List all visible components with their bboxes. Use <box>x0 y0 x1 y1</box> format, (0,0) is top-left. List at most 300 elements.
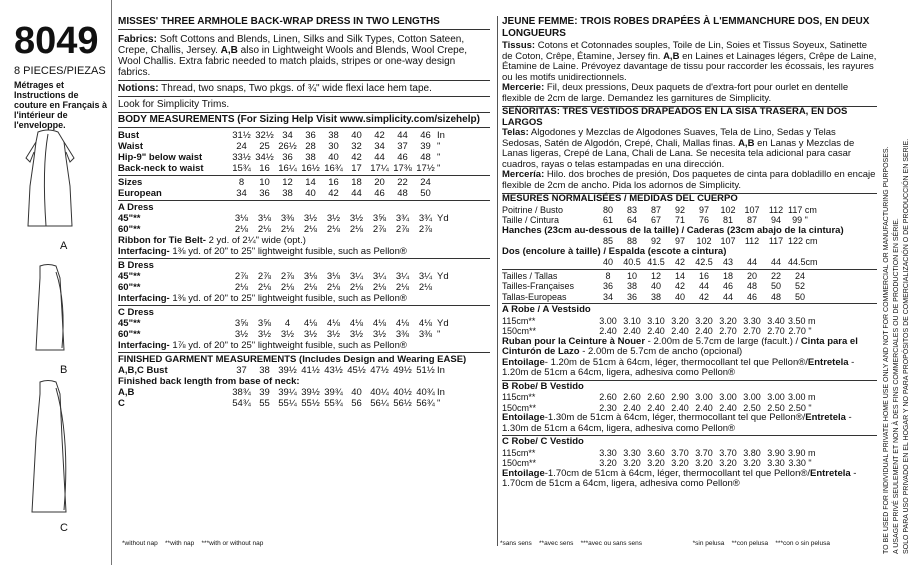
b-robe-label: B Robe/ B Vestido <box>502 380 584 392</box>
table-cell: 2⅛ <box>418 282 433 293</box>
table-cell: 2⅛ <box>349 224 364 235</box>
row-label: 60"** <box>118 329 141 340</box>
table-cell: 31½ <box>232 130 251 141</box>
table-cell: 3.20 <box>647 458 665 468</box>
table-cell: 107 <box>744 204 760 215</box>
fr-es-footnotes: *sans sens **avec sens ***avec ou sans sens *sin pelusa **con pelusa ***con o sin pelusa <box>500 540 830 547</box>
table-cell: 25 <box>259 141 270 152</box>
row-label: 115cm** <box>502 315 536 326</box>
table-cell: 2⅛ <box>280 224 295 235</box>
table-cell: 54¾ <box>232 398 251 409</box>
fabrics-text: Soft Cottons and Blends, Linen, Silks and Silk Types, Cotton Sateen, Crepe, Challis, Jersey. <box>118 34 465 56</box>
table-cell: 40 <box>305 188 316 199</box>
table-cell: 46 <box>397 152 408 163</box>
table-cell: 2.40 <box>647 402 665 413</box>
table-cell: 34 <box>282 130 293 141</box>
table-cell: 3.00 <box>719 392 737 402</box>
fr-es-sizes <box>502 271 877 303</box>
table-cell: 2.40 <box>695 326 713 336</box>
table-cell: 3.20 <box>719 315 737 326</box>
table-cell: 40 <box>351 130 362 141</box>
table-cell: 2⅛ <box>257 282 272 293</box>
table-row <box>502 271 877 282</box>
table-row <box>118 329 490 340</box>
body-measurements-title: BODY MEASUREMENTS (For Sizing Help Visit www.simplicity.com/sizehelp) <box>118 114 490 128</box>
table-cell: 41½ <box>301 365 320 376</box>
table-cell: 18 <box>351 177 362 188</box>
table-cell: 3.20 <box>599 458 617 468</box>
row-label: A,B,C Bust <box>118 365 168 376</box>
table-cell: 3.30 <box>767 458 785 468</box>
table-cell: 4⅛ <box>418 318 433 329</box>
table-cell: 2.70 <box>767 326 785 336</box>
unit-cell: Yd <box>437 213 449 224</box>
a-dress-yardage <box>118 213 490 235</box>
table-cell: 45½ <box>347 365 366 376</box>
table-cell: 3.20 <box>671 458 689 468</box>
table-cell: 44 <box>746 257 757 267</box>
table-cell: 3.30 <box>599 447 617 458</box>
table-cell: 87 <box>746 215 757 225</box>
c-entoilage-line: Entoilage-1.70cm de 51cm à 64cm, léger, thermocollant tel que Pellon®/Entretela - 1.70cm de 51cm a 64cm, ligera, adhesiva como Pellon® <box>502 467 857 489</box>
table-cell: 3.00 <box>695 392 713 402</box>
unit-cell: Yd <box>437 271 449 282</box>
table-cell: 2.70 <box>719 326 737 336</box>
row-label: A,B <box>118 387 135 398</box>
table-cell: 2.40 <box>695 402 713 413</box>
table-cell: 40 <box>602 257 613 267</box>
sizes-table <box>118 177 490 199</box>
table-row <box>502 392 877 403</box>
table-cell: 36 <box>626 291 637 302</box>
row-label: Sizes <box>118 177 143 188</box>
view-b-sketch <box>20 262 80 357</box>
table-cell: 14 <box>305 177 316 188</box>
table-cell: 20 <box>374 177 385 188</box>
table-cell: 12 <box>650 270 661 281</box>
table-cell: 85 <box>602 236 613 246</box>
table-cell: 97 <box>674 236 685 246</box>
ribbon-line: Ribbon for Tie Belt- 2 yd. of 2¼" wide (opt.) <box>118 235 306 246</box>
table-cell: 2⅞ <box>257 271 272 282</box>
table-cell: 34 <box>602 291 613 302</box>
unit-cell: " <box>437 329 441 340</box>
table-cell: 4⅛ <box>372 318 387 329</box>
table-cell: 30 <box>328 141 339 152</box>
table-row <box>502 257 877 268</box>
table-cell: 3.00 m <box>788 392 816 402</box>
table-cell: 42 <box>351 152 362 163</box>
table-row <box>118 387 490 398</box>
table-row <box>118 318 490 329</box>
table-cell: 3½ <box>349 329 364 340</box>
table-cell: 112 <box>744 236 760 246</box>
table-cell: 3½ <box>303 213 318 224</box>
finished-measurements-title: FINISHED GARMENT MEASUREMENTS (Includes Design and Wearing EASE) <box>118 354 467 365</box>
row-label: 60"** <box>118 224 141 235</box>
row-label <box>502 257 596 268</box>
table-cell: 2⅛ <box>303 224 318 235</box>
a-interfacing-line: Interfacing- 1⅜ yd. of 20" to 25" lightweight fusible, such as Pellon® <box>118 246 407 257</box>
c-dress-label: C Dress <box>118 307 154 318</box>
table-cell: 44 <box>351 188 362 199</box>
table-cell: 17¼ <box>370 163 389 174</box>
row-label: Poitrine / Busto <box>502 204 564 215</box>
table-cell: 71 <box>674 215 685 225</box>
table-cell: 2.40 <box>599 326 617 336</box>
table-cell: 3.70 <box>695 447 713 458</box>
table-cell: 2.40 <box>647 326 665 336</box>
spanish-title: SEÑORITAS: TRES VESTIDOS DRAPEADOS EN LA SISA TRASERA, EN DOS LARGOS <box>502 106 848 128</box>
french-instructions-note: Métrages et Instructions de couture en Français à l'intérieur de l'enveloppe. <box>14 80 108 130</box>
row-label: Tailles / Tallas <box>502 270 558 281</box>
notions-label: Notions: <box>118 83 159 94</box>
table-cell: 48 <box>770 291 781 302</box>
legal-line-3: SOLO PARA USO PRIVADO EN EL HOGAR Y NO PARA PROPÓSITOS DE COMERCIALIZACIÓN O DE PRODUCCIÓN EN SERIE. <box>903 138 910 554</box>
table-cell: 3.30 <box>623 447 641 458</box>
c-robe-label: C Robe/ C Vestido <box>502 436 584 447</box>
table-cell: 3.00 <box>767 392 785 402</box>
fabrics-ab: A,B <box>220 45 238 56</box>
table-cell: 3.00 <box>599 315 617 326</box>
table-cell: 50 <box>794 291 805 302</box>
table-cell: 2.70 <box>743 326 761 336</box>
table-cell: 34½ <box>255 152 274 163</box>
finished-bust-row <box>118 365 490 376</box>
table-cell: 18 <box>722 270 733 281</box>
table-cell: 40¾ <box>416 387 435 398</box>
fabrics-label: Fabrics: <box>118 34 157 45</box>
table-cell: 3½ <box>280 329 295 340</box>
table-cell: 42.5 <box>695 257 713 267</box>
table-cell: 61 <box>602 215 613 225</box>
table-cell: 2.70 " <box>788 326 812 336</box>
table-row <box>118 213 490 224</box>
hanches-label: Hanches (23cm au-dessous de la taille) / Caderas (23cm abajo de la cintura) <box>502 224 844 236</box>
table-cell: 3.70 <box>671 447 689 458</box>
table-cell: 117 <box>768 236 784 246</box>
table-cell: 44 <box>722 291 733 302</box>
table-cell: 4⅛ <box>326 318 341 329</box>
back-length-table <box>118 387 490 409</box>
back-length-label: Finished back length from base of neck: <box>118 376 300 387</box>
table-cell: 2.60 <box>599 392 617 402</box>
table-cell: 3.80 <box>743 447 761 458</box>
table-cell: 46 <box>374 188 385 199</box>
table-cell: 3.00 <box>743 392 761 402</box>
table-cell: 33½ <box>232 152 251 163</box>
row-label: 115cm** <box>502 447 536 458</box>
table-cell: 41.5 <box>647 257 665 267</box>
table-cell: 3.50 m <box>788 315 816 326</box>
table-cell: 2⅞ <box>234 271 249 282</box>
fabrics-text-2: also in Lightweight Wools and Blends, Wool Crepe, Wool Challis. Extra fabric needed to match plaids, stripes or one-way design fabrics. <box>118 45 468 78</box>
table-cell: 2.30 <box>599 402 617 413</box>
a-entoilage-line: Entoilage- 1.20m de 51cm à 64cm, léger, thermocollant tel que Pellon®/Entretela - 1.20m de 51cm a 64cm, ligera, adhesiva como Pellon® <box>502 356 855 378</box>
table-row <box>118 163 490 174</box>
table-cell: 2.60 <box>647 392 665 402</box>
row-label: 115cm** <box>502 392 536 402</box>
row-label <box>502 236 596 247</box>
table-cell: 3⅜ <box>418 329 433 340</box>
table-cell: 47½ <box>370 365 389 376</box>
table-cell: 3½ <box>257 329 272 340</box>
table-cell: 38¾ <box>232 387 251 398</box>
table-cell: 122 cm <box>788 236 818 246</box>
unit-cell <box>437 224 451 235</box>
table-cell: 20 <box>746 270 757 281</box>
table-cell: 39¾ <box>324 387 343 398</box>
english-column <box>118 16 490 409</box>
row-label: 45"** <box>118 318 141 329</box>
table-cell: 17 <box>351 163 362 174</box>
english-title: MISSES' THREE ARMHOLE BACK-WRAP DRESS IN TWO LENGTHS <box>118 16 490 30</box>
measurements-title-fr-es: MESURES NORMALISÉES / MEDIDAS DEL CUERPO <box>502 193 738 204</box>
table-cell: 2.40 <box>671 402 689 413</box>
table-cell: 2.50 <box>743 402 761 413</box>
table-cell: 16 <box>698 270 709 281</box>
table-cell: 2⅛ <box>234 224 249 235</box>
table-cell: 3.30 " <box>788 458 812 468</box>
row-label: Waist <box>118 141 143 152</box>
row-label: European <box>118 188 162 199</box>
row-label: 150cm** <box>502 402 537 413</box>
left-column <box>0 0 112 565</box>
table-cell: 36 <box>305 130 316 141</box>
row-label: 45"** <box>118 271 141 282</box>
unit-cell: " <box>437 152 441 163</box>
table-cell: 52 <box>794 281 805 291</box>
french-spanish-column <box>497 16 877 546</box>
table-cell: 42 <box>328 188 339 199</box>
table-cell: 26½ <box>278 141 297 152</box>
table-row <box>118 130 490 141</box>
table-cell: 102 <box>720 204 736 215</box>
table-cell: 51½ <box>416 365 435 376</box>
table-cell: 8 <box>238 177 245 188</box>
table-cell: 38 <box>650 291 661 302</box>
table-cell: 16¼ <box>278 163 297 174</box>
table-cell: 3⅝ <box>257 318 272 329</box>
english-footnotes: *without nap **with nap ***with or without nap <box>122 540 264 547</box>
table-cell: 39 <box>259 387 270 398</box>
table-cell: 3.10 <box>647 315 665 326</box>
table-cell: 32½ <box>255 130 274 141</box>
table-cell: 56 <box>351 398 362 409</box>
table-cell: 44.5cm <box>788 257 818 267</box>
table-row <box>118 152 490 163</box>
table-cell: 3½ <box>303 329 318 340</box>
table-cell: 38 <box>259 365 270 376</box>
table-cell: 48 <box>746 281 757 291</box>
tissus-paragraph: Tissus: Cotons et Cotonnades souples, Toile de Lin, Soies et Tissus Soyeux, Satinette de Coton, Crêpe, Étamine, Jersey fin. A,B en Laines et Lainages légers, Crêpe de Laine, Étamine de Laine. Prévoyez davantage de tissu pour raccorder les écossais, les rayures ou les motifs unidirectionnels. <box>502 40 877 83</box>
table-cell: 15¾ <box>232 163 251 174</box>
table-cell: 40¼ <box>370 387 389 398</box>
row-label: Tallas-Europeas <box>502 291 567 302</box>
a-dress-label: A Dress <box>118 202 154 213</box>
table-cell: 39½ <box>301 387 320 398</box>
table-cell: 40 <box>650 281 661 291</box>
table-cell: 56½ <box>393 398 412 409</box>
table-cell: 55¾ <box>324 398 343 409</box>
notions-text: Thread, two snaps, Two pkgs. of ¾" wide flexi lace hem tape. <box>161 83 432 94</box>
table-cell: 3.30 <box>743 315 761 326</box>
table-cell: 3½ <box>326 213 341 224</box>
table-cell: 2⅛ <box>234 282 249 293</box>
table-cell: 38 <box>626 281 637 291</box>
view-a-label: A <box>60 240 68 252</box>
table-cell: 3.70 <box>719 447 737 458</box>
b-robe-metrage <box>502 392 877 413</box>
table-cell: 42 <box>374 130 385 141</box>
table-row <box>118 188 490 199</box>
table-cell: 3¾ <box>418 213 433 224</box>
table-row <box>502 316 877 327</box>
mercerie-paragraph: Mercerie: Fil, deux pressions, Deux paquets de d'extra-fort pour ourlet en dentelle flexible de 2cm de large. Demandez les garnitures de Simplicity. <box>502 83 877 107</box>
table-cell: 3.40 <box>767 315 785 326</box>
table-cell: 43½ <box>324 365 343 376</box>
table-cell: 8 <box>605 270 611 281</box>
table-row <box>118 271 490 282</box>
table-cell: 16 <box>328 177 339 188</box>
table-cell: 36 <box>282 152 293 163</box>
table-cell: 3⅝ <box>234 318 249 329</box>
table-cell: 2⅞ <box>395 224 410 235</box>
merceria-paragraph: Mercería: Hilo. dos broches de presión, Dos paquetes de cinta para dobladillo en encaje flexible de 2cm de ancho. Pida los adornos de Simplicity. <box>502 170 877 194</box>
table-cell: 3.20 <box>743 458 761 468</box>
table-row <box>502 292 877 303</box>
unit-cell: In <box>437 387 445 398</box>
table-cell: 3½ <box>372 329 387 340</box>
row-label: Hip-9" below waist <box>118 152 203 163</box>
table-row <box>118 282 490 293</box>
unit-cell: Yd <box>437 318 449 329</box>
table-cell: 10 <box>626 270 637 281</box>
table-cell: 22 <box>397 177 408 188</box>
dos-label: Dos (encolure à taille) / Espalda (escote a cintura) <box>502 245 727 257</box>
table-cell: 3.20 <box>695 458 713 468</box>
table-cell: 16¾ <box>324 163 343 174</box>
table-cell: 46 <box>420 130 431 141</box>
a-robe-label: A Robe / A Vestsido <box>502 304 591 315</box>
table-cell: 42 <box>674 281 685 291</box>
unit-cell: In <box>437 365 445 376</box>
row-label: 60"** <box>118 282 141 293</box>
table-cell: 3.20 <box>623 458 641 468</box>
table-cell: 38 <box>305 152 316 163</box>
table-cell: 2.40 <box>623 326 641 336</box>
table-cell: 28 <box>305 141 316 152</box>
table-cell: 3⅛ <box>234 213 249 224</box>
table-cell: 2⅛ <box>372 282 387 293</box>
table-cell: 10 <box>259 177 270 188</box>
table-cell: 24 <box>236 141 247 152</box>
table-cell: 2⅞ <box>418 224 433 235</box>
table-cell: 39 <box>420 141 431 152</box>
table-cell: 4 <box>284 318 291 329</box>
table-cell: 55 <box>259 398 270 409</box>
table-cell: 3.20 <box>719 458 737 468</box>
table-cell: 107 <box>720 236 736 246</box>
table-cell: 50 <box>420 188 431 199</box>
table-cell: 36 <box>259 188 270 199</box>
table-row <box>118 224 490 235</box>
table-cell: 4⅛ <box>303 318 318 329</box>
table-cell: 3⅝ <box>372 213 387 224</box>
view-a-sketch <box>20 128 80 233</box>
table-cell: 3⅛ <box>257 213 272 224</box>
table-cell: 92 <box>674 204 685 215</box>
table-row <box>502 448 877 459</box>
row-label: Tailles-Françaises <box>502 281 575 291</box>
table-cell: 12 <box>282 177 293 188</box>
table-cell: 2.50 <box>767 402 785 413</box>
telas-paragraph: Telas: Algodones y Mezclas de Algodones Suaves, Tela de Lino, Sedas y Telas Sedosas, Satén de Algodón, Crepé, Chali, Mallas finas. A,B en Lanas y Mezclas de Lanas ligeras, Crepé de Lana, Chali de Lana. Se necesita tela adicional para casar cuadros, rayas o telas estampadas en una dirección. <box>502 127 855 170</box>
table-cell: 40 <box>351 387 362 398</box>
table-cell: 48 <box>397 188 408 199</box>
table-cell: 42 <box>698 291 709 302</box>
table-cell: 3.20 <box>671 315 689 326</box>
table-cell: 24 <box>794 270 805 281</box>
table-cell: 3.10 <box>623 315 641 326</box>
table-cell: 32 <box>351 141 362 152</box>
trims-line: Look for Simplicity Trims. <box>118 97 490 113</box>
table-row <box>118 141 490 152</box>
table-cell: 37 <box>236 365 247 376</box>
table-cell: 3½ <box>349 213 364 224</box>
dos-values <box>502 257 877 268</box>
a-robe-metrage <box>502 316 877 337</box>
table-cell: 3½ <box>234 329 249 340</box>
table-cell: 16½ <box>301 163 320 174</box>
table-cell: 3.20 <box>695 315 713 326</box>
table-cell: 83 <box>626 204 637 215</box>
row-label: Back-neck to waist <box>118 163 204 174</box>
table-cell: 3.90 m <box>788 447 816 458</box>
table-cell: 17⅜ <box>393 163 412 174</box>
table-cell: 2.60 <box>623 392 641 402</box>
legal-notice <box>881 6 915 559</box>
table-cell: 22 <box>770 270 781 281</box>
table-cell: 92 <box>650 236 661 246</box>
table-cell: 14 <box>674 270 685 281</box>
c-interfacing-line: Interfacing- 1⅞ yd. of 20" to 25" lightweight fusible, such as Pellon® <box>118 340 407 351</box>
table-cell: 3.90 <box>767 447 785 458</box>
fabrics-paragraph <box>118 32 490 81</box>
table-cell: 2.90 <box>671 392 689 402</box>
table-cell: 87 <box>650 204 661 215</box>
notions-paragraph <box>118 81 490 97</box>
table-cell: 40 <box>328 152 339 163</box>
table-cell: 39½ <box>278 365 297 376</box>
table-cell: 3⅛ <box>303 271 318 282</box>
table-cell: 44 <box>397 130 408 141</box>
table-cell: 67 <box>650 215 661 225</box>
table-cell: 3¼ <box>372 271 387 282</box>
legal-line-2: A USAGE PRIVÉ SEULEMENT ET NON À DES FINS COMMERCIALES OU DE PRODUCTION EN SÉRIE. <box>893 218 900 554</box>
table-cell: 38 <box>282 188 293 199</box>
b-entoilage-line: Entoilage-1.30m de 51cm à 64cm, léger, thermocollant tel que Pellon®/Entretela - 1.30m de 51cm a 64cm, ligera, adhesiva como Pellon® <box>502 412 852 434</box>
pieces-count: 8 PIECES/PIEZAS <box>14 65 106 77</box>
table-row <box>502 281 877 292</box>
body-measurements-table <box>118 130 490 174</box>
table-row <box>502 215 877 226</box>
french-title: JEUNE FEMME: TROIS ROBES DRAPÉES À L'EMMANCHURE DOS, EN DEUX LONGUEURS <box>502 16 870 39</box>
c-dress-yardage <box>118 318 490 340</box>
table-cell: 2⅛ <box>280 282 295 293</box>
table-cell: 55¼ <box>278 398 297 409</box>
table-cell: 94 <box>770 215 781 225</box>
